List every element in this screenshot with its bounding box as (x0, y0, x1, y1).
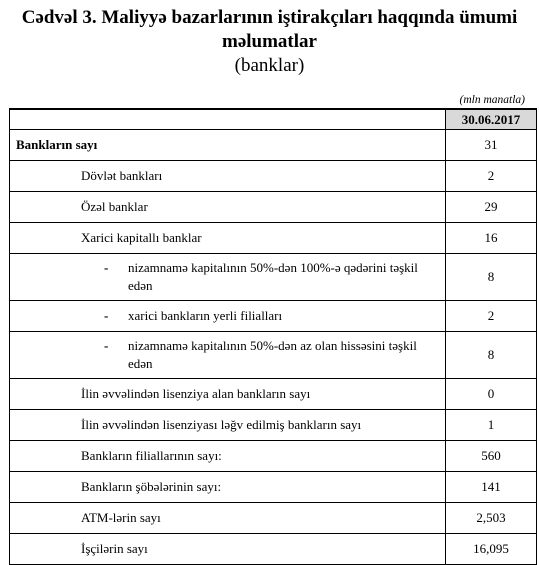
table-row (10, 223, 537, 254)
row-label: Xarici kapitallı banklar (10, 223, 446, 254)
banks-table (9, 108, 537, 565)
row-value: 2 (446, 301, 537, 332)
table-subtitle: (banklar) (234, 55, 305, 76)
row-label: xarici bankların yerli filialları (128, 308, 283, 323)
row-label: Bankların filiallarının sayı: (10, 441, 446, 472)
row-value: 0 (446, 379, 537, 410)
row-value: 1 (446, 410, 537, 441)
row-value: 8 (446, 332, 537, 379)
row-value: 8 (446, 254, 537, 301)
table-row (10, 130, 537, 161)
row-label: İlin əvvəlindən lisenziyası ləğv edilmiş bankların sayı (10, 410, 446, 441)
row-value: 2 (446, 161, 537, 192)
row-label: Bankların sayı (10, 130, 446, 161)
row-label: İşçilərin sayı (10, 534, 446, 565)
table-row (10, 472, 537, 503)
bullet-dash: - (104, 260, 109, 275)
table-row (10, 254, 537, 301)
row-label: İlin əvvəlindən lisenziya alan bankların sayı (10, 379, 446, 410)
table-row (10, 410, 537, 441)
row-value: 16,095 (446, 534, 537, 565)
table-row (10, 379, 537, 410)
row-label: Bankların şöbələrinin sayı: (10, 472, 446, 503)
row-label-cell (10, 332, 446, 379)
table-row (10, 332, 537, 379)
table-row (10, 161, 537, 192)
row-label: Özəl banklar (10, 192, 446, 223)
table-title: Cədvəl 3. Maliyyə bazarlarının iştirakçıları haqqında ümumi məlumatlar (21, 7, 518, 52)
table-header-row (10, 109, 537, 130)
bullet-dash: - (104, 338, 109, 353)
row-label: nizamnamə kapitalının 50%-dən az olan hissəsini təşkil edən (128, 338, 417, 371)
row-label: nizamnamə kapitalının 50%-dən 100%-ə qədərini təşkil edən (128, 260, 418, 293)
row-value: 31 (446, 130, 537, 161)
row-value: 560 (446, 441, 537, 472)
row-label-cell (10, 254, 446, 301)
table-row (10, 503, 537, 534)
table-row (10, 301, 537, 332)
row-label-cell (10, 301, 446, 332)
row-value: 16 (446, 223, 537, 254)
row-label: Dövlət bankları (10, 161, 446, 192)
header-date-cell: 30.06.2017 (446, 109, 537, 130)
row-value: 2,503 (446, 503, 537, 534)
table-row (10, 192, 537, 223)
row-label: ATM-lərin sayı (10, 503, 446, 534)
unit-note: (mln manatla) (459, 94, 525, 106)
table-row (10, 534, 537, 565)
row-value: 29 (446, 192, 537, 223)
row-value: 141 (446, 472, 537, 503)
table-row (10, 441, 537, 472)
bullet-dash: - (104, 308, 109, 323)
header-label-cell (10, 109, 446, 130)
